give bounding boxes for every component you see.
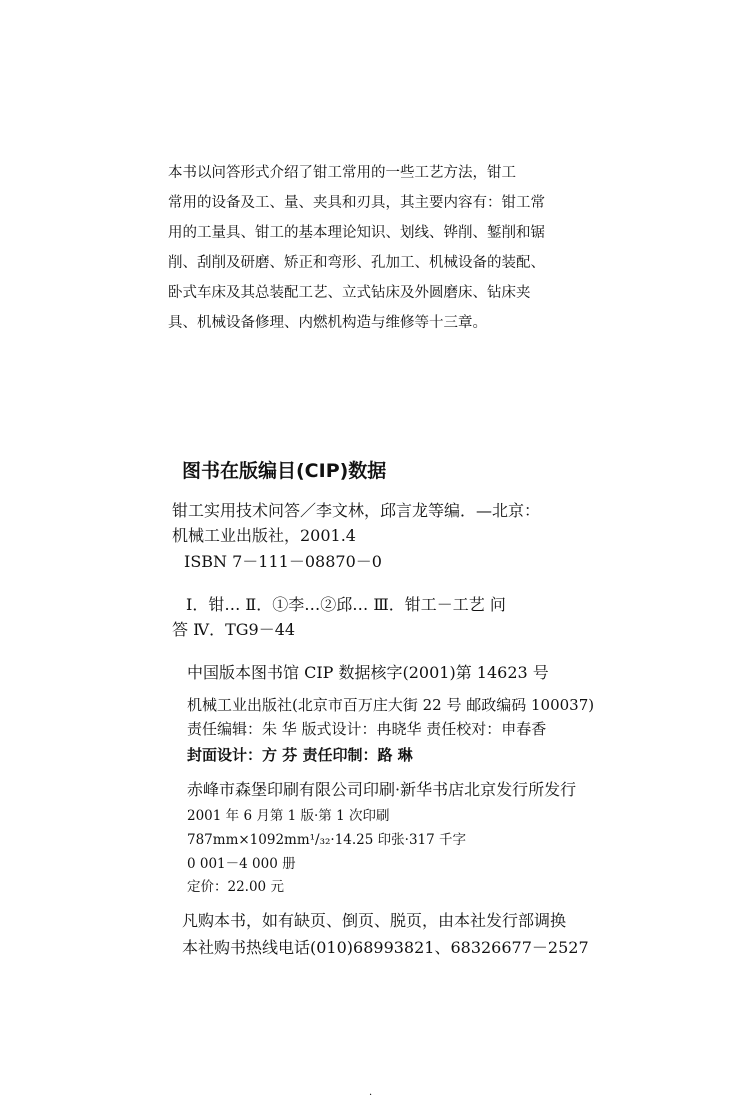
classification-line2: 答 Ⅳ．TG9－44 (172, 620, 296, 639)
intro-line: 常用的设备及工、量、夹具和刃具，其主要内容有：钳工常 (168, 195, 545, 211)
notice-line2: 本社购书热线电话(010)68993821、68326677－2527 (182, 938, 589, 957)
cip-entry-line1: 钳工实用技术问答／李文林，邱言龙等编．—北京： (172, 501, 541, 520)
cip-verification: 中国版本图书馆 CIP 数据核字(2001)第 14623 号 (187, 663, 549, 682)
printer-line: 赤峰市森堡印刷有限公司印刷·新华书店北京发行所发行 (187, 780, 577, 799)
intro-line: 用的工量具、钳工的基本理论知识、划线、铧削、錾削和锯 (168, 225, 545, 241)
intro-line: 本书以问答形式介绍了钳工常用的一些工艺方法，钳工 (168, 165, 516, 181)
price-line: 定价：22.00 元 (187, 879, 284, 895)
format-line: 787mm×1092mm¹/₃₂·14.25 印张·317 千字 (187, 832, 467, 848)
intro-line: 卧式车床及其总装配工艺、立式钻床及外圆磨床、钻床夹 (168, 285, 531, 301)
classification-line1: Ⅰ．钳… Ⅱ．①李…②邱… Ⅲ．钳工－工艺 问 (186, 595, 506, 614)
edition-line: 2001 年 6 月第 1 版·第 1 次印刷 (187, 808, 390, 824)
cip-entry-line2: 机械工业出版社，2001.4 (172, 526, 356, 545)
page-mark: · (369, 1090, 373, 1101)
cover-design-line: 封面设计：方 芬 责任印制：路 琳 (187, 746, 413, 764)
cip-heading: 图书在版编目(CIP)数据 (182, 460, 387, 482)
copies-line: 0 001－4 000 册 (187, 856, 296, 872)
editors-line: 责任编辑：朱 华 版式设计：冉晓华 责任校对：申春香 (187, 720, 547, 738)
notice-line1: 凡购本书，如有缺页、倒页、脱页，由本社发行部调换 (182, 911, 567, 930)
intro-line: 削、刮削及研磨、矫正和弯形、孔加工、机械设备的装配、 (168, 255, 545, 271)
intro-line: 具、机械设备修理、内燃机构造与维修等十三章。 (168, 315, 487, 331)
publisher-line: 机械工业出版社(北京市百万庄大街 22 号 邮政编码 100037) (187, 696, 595, 714)
isbn: ISBN 7－111－08870－0 (184, 552, 382, 571)
